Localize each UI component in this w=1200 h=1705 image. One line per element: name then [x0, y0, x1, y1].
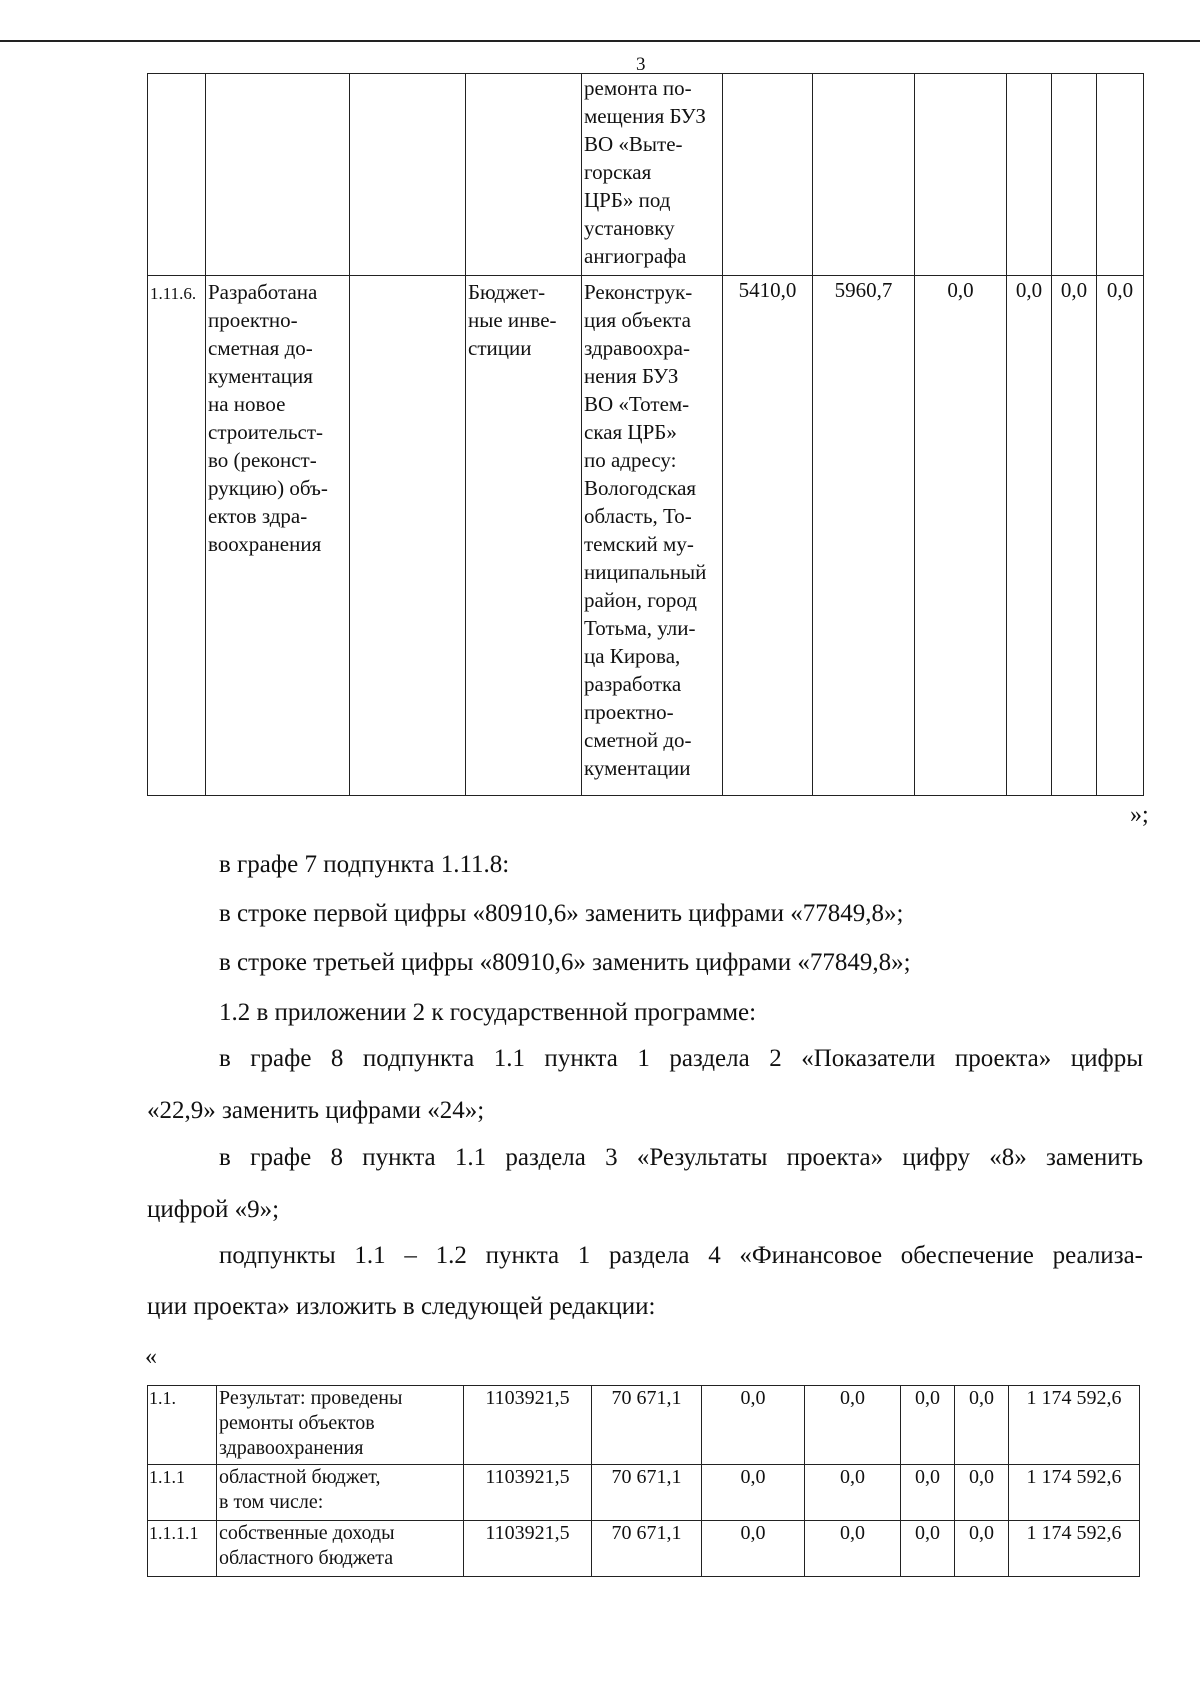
paragraph: цифрой «9»;: [147, 1196, 280, 1223]
value-cell: 1 174 592,6: [1009, 1465, 1140, 1521]
row-name: Результат: проведены ремонты объектов здравоохранения: [217, 1386, 464, 1465]
value-cell: 1103921,5: [464, 1465, 592, 1521]
finance-table: [147, 1385, 1140, 1577]
value-cell: 0,0: [955, 1465, 1009, 1521]
value-cell: 0,0: [901, 1386, 955, 1465]
value-cell: 1103921,5: [464, 1386, 592, 1465]
value-cell: 0,0: [915, 276, 1007, 796]
value-cell: 0,0: [702, 1521, 805, 1577]
paragraph: «22,9» заменить цифрами «24»;: [147, 1097, 485, 1124]
table-row: [148, 74, 1144, 276]
value-cell: 0,0: [955, 1386, 1009, 1465]
table-row: [148, 1386, 1140, 1465]
object-cell: Реконструк- ция объекта здравоохра- нения БУЗ ВО «Тотем- ская ЦРБ» по адресу: Вологодская область, То- темский му- ниципальный район, город Тотьма, ули- ца Кирова, разработка проектно- сметной до- кументации: [582, 276, 723, 796]
paragraph: в графе 8 подпункта 1.1 пункта 1 раздела 2 «Показатели проекта» цифры: [219, 1045, 1143, 1072]
table-row: [148, 276, 1144, 796]
value-cell: 0,0: [1007, 276, 1052, 796]
row-code: 1.1.1: [148, 1465, 217, 1521]
paragraph: в графе 8 пункта 1.1 раздела 3 «Результаты проекта» цифру «8» заменить: [219, 1144, 1143, 1171]
paragraph: в графе 7 подпункта 1.11.8:: [219, 851, 510, 878]
row-name: областной бюджет, в том числе:: [217, 1465, 464, 1521]
top-rule: [0, 40, 1200, 42]
paragraph: 1.2 в приложении 2 к государственной программе:: [219, 999, 757, 1026]
item-code: 1.11.6.: [148, 276, 206, 796]
paragraph: подпункты 1.1 – 1.2 пункта 1 раздела 4 «Финансовое обеспечение реализа-: [219, 1242, 1143, 1269]
page-number: 3: [636, 54, 646, 75]
value-cell: 5960,7: [813, 276, 915, 796]
value-cell: 5410,0: [723, 276, 813, 796]
value-cell: 70 671,1: [592, 1386, 702, 1465]
paragraph: ции проекта» изложить в следующей редакции:: [147, 1293, 656, 1320]
row-name: собственные доходы областного бюджета: [217, 1521, 464, 1577]
value-cell: 0,0: [1097, 276, 1144, 796]
value-cell: 0,0: [901, 1521, 955, 1577]
table-row: [148, 1465, 1140, 1521]
table-row: [148, 1521, 1140, 1577]
value-cell: 0,0: [702, 1465, 805, 1521]
value-cell: 0,0: [1052, 276, 1097, 796]
value-cell: 0,0: [955, 1521, 1009, 1577]
value-cell: 1103921,5: [464, 1521, 592, 1577]
funding-type: Бюджет- ные инве- стиции: [466, 276, 582, 796]
object-cell: ремонта по- мещения БУЗ ВО «Выте- горская ЦРБ» под установку ангиографа: [582, 74, 723, 276]
value-cell: 70 671,1: [592, 1521, 702, 1577]
closing-quote: »;: [1130, 802, 1149, 828]
row-code: 1.1.: [148, 1386, 217, 1465]
paragraph: в строке третьей цифры «80910,6» заменить цифрами «77849,8»;: [219, 949, 911, 976]
value-cell: 0,0: [805, 1521, 901, 1577]
paragraph: в строке первой цифры «80910,6» заменить цифрами «77849,8»;: [219, 900, 904, 927]
value-cell: 0,0: [805, 1465, 901, 1521]
value-cell: 70 671,1: [592, 1465, 702, 1521]
item-name: Разработана проектно- сметная до- кументация на новое строительст- во (реконст- рукцию) объ- ектов здра- воохранения: [206, 276, 350, 796]
value-cell: 0,0: [702, 1386, 805, 1465]
value-cell: 0,0: [805, 1386, 901, 1465]
row-code: 1.1.1.1: [148, 1521, 217, 1577]
program-table: [147, 73, 1144, 796]
value-cell: 0,0: [901, 1465, 955, 1521]
value-cell: 1 174 592,6: [1009, 1386, 1140, 1465]
opening-quote: «: [145, 1344, 157, 1370]
value-cell: 1 174 592,6: [1009, 1521, 1140, 1577]
